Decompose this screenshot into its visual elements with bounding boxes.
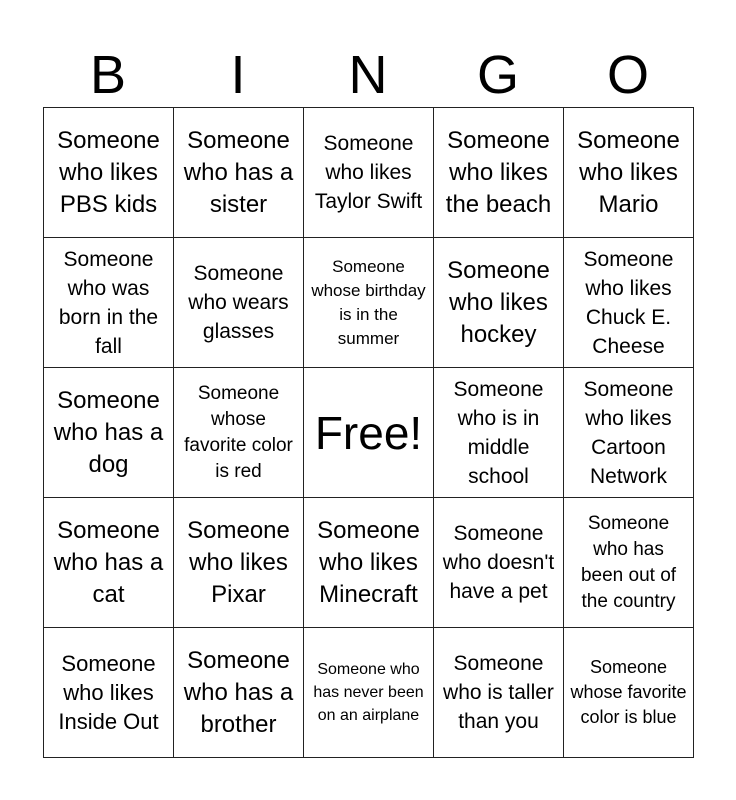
bingo-cell[interactable] <box>304 498 434 628</box>
bingo-cell[interactable] <box>44 628 174 758</box>
bingo-cell[interactable] <box>564 238 694 368</box>
cell-text: Someone whose birthday is in the summer <box>311 256 426 348</box>
bingo-cell[interactable] <box>434 628 564 758</box>
cell-text: Someone who likes Minecraft <box>317 516 420 608</box>
bingo-cell[interactable] <box>564 628 694 758</box>
cell-text: Someone who likes PBS kids <box>57 126 160 218</box>
cell-text: Someone who has a dog <box>53 386 164 478</box>
cell-text: Someone who likes Chuck E. Cheese <box>583 247 674 358</box>
bingo-cell[interactable] <box>434 368 564 498</box>
cell-text: Someone who doesn't have a pet <box>442 522 555 603</box>
bingo-cell[interactable] <box>564 368 694 498</box>
bingo-card-grid <box>43 107 694 758</box>
bingo-cell[interactable] <box>174 368 304 498</box>
cell-text: Someone who likes Inside Out <box>58 651 159 734</box>
bingo-cell[interactable] <box>174 108 304 238</box>
bingo-cell[interactable] <box>434 108 564 238</box>
bingo-cell[interactable] <box>304 628 434 758</box>
bingo-cell[interactable] <box>434 498 564 628</box>
cell-text: Someone whose favorite color is blue <box>570 657 687 727</box>
header-letter-n: N <box>348 45 388 105</box>
bingo-cell[interactable] <box>304 108 434 238</box>
header-letter-g: G <box>476 45 519 105</box>
cell-text: Someone who likes hockey <box>447 256 550 348</box>
bingo-cell[interactable] <box>44 498 174 628</box>
cell-text: Someone who has been out of the country <box>580 512 677 612</box>
bingo-cell[interactable] <box>44 368 174 498</box>
cell-text: Someone who likes the beach <box>445 126 552 218</box>
cell-text: Someone who is taller than you <box>443 652 554 733</box>
bingo-cell[interactable] <box>564 108 694 238</box>
header-letter-o: O <box>606 45 649 105</box>
cell-text: Someone who has a sister <box>183 126 294 218</box>
header-letter-i: I <box>230 45 246 105</box>
bingo-cell[interactable] <box>174 238 304 368</box>
bingo-cell[interactable] <box>304 238 434 368</box>
free-space[interactable] <box>304 368 434 498</box>
cell-text: Someone who likes Taylor Swift <box>314 132 423 213</box>
bingo-cell[interactable] <box>174 498 304 628</box>
cell-text: Someone who has a brother <box>183 646 294 738</box>
bingo-cell[interactable] <box>174 628 304 758</box>
cell-text: Someone who is in middle school <box>453 377 544 488</box>
cell-text: Someone who likes Pixar <box>187 516 290 608</box>
bingo-cell[interactable] <box>564 498 694 628</box>
bingo-cell[interactable] <box>434 238 564 368</box>
cell-text: Someone who has never been on an airplane <box>313 661 424 724</box>
cell-text: Someone who has a cat <box>53 516 164 608</box>
cell-text: Someone whose favorite color is red <box>184 382 293 482</box>
bingo-cell[interactable] <box>44 108 174 238</box>
cell-text: Someone who likes Mario <box>577 126 680 218</box>
bingo-cell[interactable] <box>44 238 174 368</box>
bingo-header <box>43 42 693 108</box>
cell-text: Someone who wears glasses <box>188 262 289 343</box>
cell-text: Someone who was born in the fall <box>58 247 159 358</box>
header-letter-b: B <box>89 45 127 105</box>
free-space-label: Free! <box>314 406 423 459</box>
cell-text: Someone who likes Cartoon Network <box>583 377 674 488</box>
